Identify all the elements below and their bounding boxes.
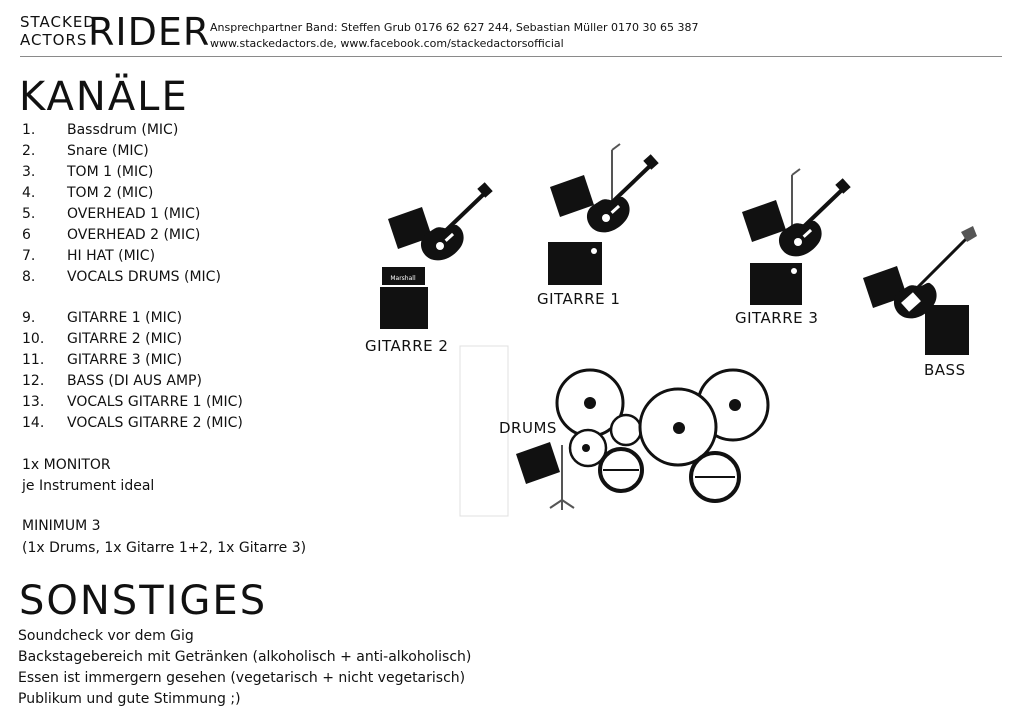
bass-guitar-icon: [894, 226, 977, 318]
channel-number: 1.: [22, 122, 36, 138]
ride-cymbal-bell: [729, 399, 741, 411]
channel-number: 8.: [22, 269, 36, 285]
channel-number: 2.: [22, 143, 36, 159]
channel-label: Bassdrum (MIC): [67, 122, 179, 138]
drums-label: DRUMS: [499, 419, 557, 437]
guitar-icon: [779, 178, 851, 256]
channel-number: 12.: [22, 373, 45, 389]
sonstiges-heading: SONSTIGES: [19, 578, 268, 624]
channel-number: 11.: [22, 352, 45, 368]
amp-logo-icon: [591, 248, 597, 254]
bass-setup: [863, 226, 977, 379]
amp-brand-label: Marshall: [390, 275, 416, 282]
channel-number: 3.: [22, 164, 36, 180]
channel-number: 9.: [22, 310, 36, 326]
monitor-wedge-icon: [516, 442, 560, 484]
sonstiges-item: Essen ist immergern gesehen (vegetarisch + nicht vegetarisch): [18, 670, 466, 686]
gitarre2-setup: [365, 182, 493, 355]
channel-number: 5.: [22, 206, 36, 222]
bass-amp-icon: [925, 305, 969, 355]
channel-label: VOCALS GITARRE 2 (MIC): [67, 415, 243, 431]
sonstiges-item: Soundcheck vor dem Gig: [18, 628, 194, 644]
bassdrum-center: [673, 422, 685, 434]
minimum-note: (1x Drums, 1x Gitarre 1+2, 1x Gitarre 3): [22, 540, 307, 556]
minimum-count: MINIMUM 3: [22, 518, 101, 534]
channel-number: 14.: [22, 415, 45, 431]
channel-number: 7.: [22, 248, 36, 264]
gitarre1-setup: [537, 144, 659, 308]
gitarre3-label: GITARRE 3: [735, 309, 819, 327]
amp-logo-icon: [791, 268, 797, 274]
sonstiges-item: Publikum und gute Stimmung ;): [18, 691, 241, 707]
tom1-icon: [611, 415, 641, 445]
crash-cymbal-bell: [584, 397, 596, 409]
channel-label: VOCALS GITARRE 1 (MIC): [67, 394, 243, 410]
channel-label: GITARRE 2 (MIC): [67, 331, 183, 347]
gitarre1-label: GITARRE 1: [537, 290, 621, 308]
channel-number: 13.: [22, 394, 45, 410]
gitarre2-label: GITARRE 2: [365, 337, 449, 355]
hihat-bell: [582, 444, 590, 452]
amp-cabinet-icon: [380, 287, 428, 329]
channel-label: VOCALS DRUMS (MIC): [67, 269, 221, 285]
channel-label: BASS (DI AUS AMP): [67, 373, 202, 389]
sonstiges-item: Backstagebereich mit Getränken (alkoholisch + anti-alkoholisch): [18, 649, 472, 665]
drums-setup: [499, 370, 768, 510]
channel-label: GITARRE 1 (MIC): [67, 310, 183, 326]
guitar-icon: [587, 154, 659, 232]
monitor-count: 1x MONITOR: [22, 457, 111, 473]
contact-links: www.stackedactors.de, www.facebook.com/stackedactorsofficial: [210, 37, 564, 50]
channel-number: 4.: [22, 185, 36, 201]
logo-actors: ACTORS: [20, 31, 88, 49]
monitor-wedge-icon: [550, 175, 594, 217]
kanaele-heading: KANÄLE: [19, 74, 189, 120]
channel-label: OVERHEAD 1 (MIC): [67, 206, 201, 222]
contact-persons: Ansprechpartner Band: Steffen Grub 0176 62 627 244, Sebastian Müller 0170 30 65 387: [210, 21, 699, 34]
logo-stacked: STACKED: [20, 13, 96, 31]
guitar-icon: [421, 182, 493, 260]
channel-label: Snare (MIC): [67, 143, 149, 159]
channel-label: HI HAT (MIC): [67, 248, 156, 264]
channel-label: TOM 1 (MIC): [67, 164, 154, 180]
channel-label: GITARRE 3 (MIC): [67, 352, 183, 368]
logo-rider: RIDER: [88, 10, 211, 54]
monitor-wedge-icon: [742, 200, 786, 242]
channel-number: 10.: [22, 331, 45, 347]
channel-label: OVERHEAD 2 (MIC): [67, 227, 201, 243]
monitor-note: je Instrument ideal: [22, 478, 155, 494]
channel-number: 6: [22, 227, 31, 243]
bass-label: BASS: [924, 361, 966, 379]
gitarre3-setup: [735, 169, 851, 327]
channel-label: TOM 2 (MIC): [67, 185, 154, 201]
